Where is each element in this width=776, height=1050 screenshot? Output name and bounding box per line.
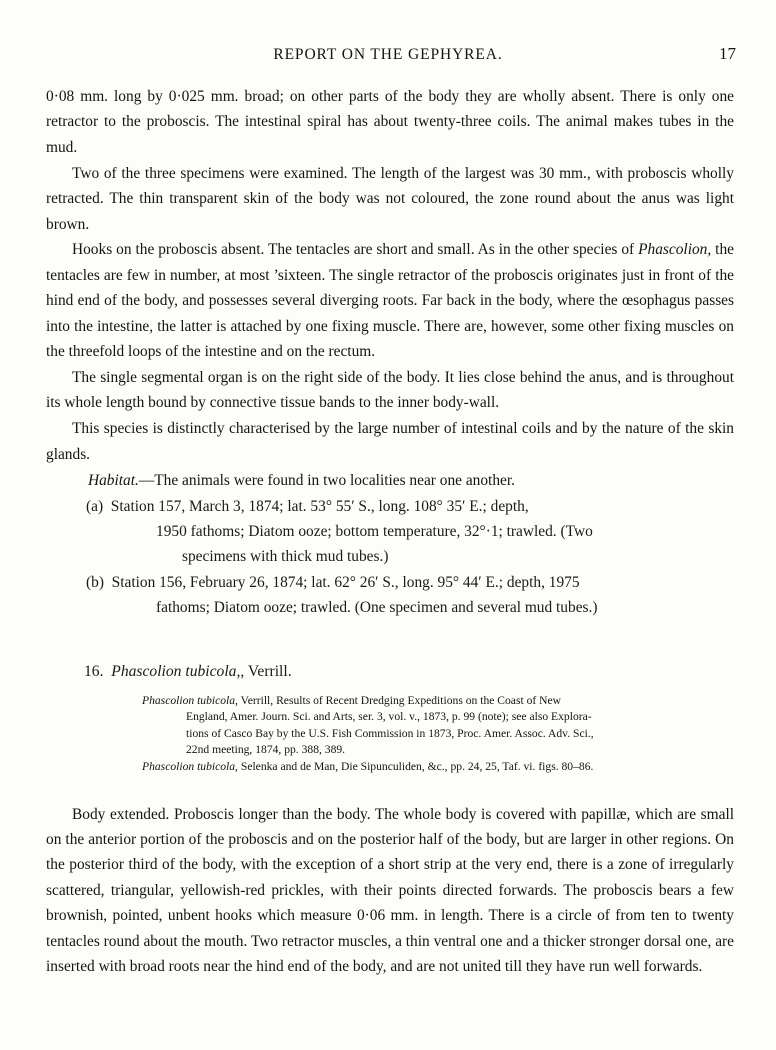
station-marker-b: (b) [86, 573, 104, 591]
reference-1-species: Phascolion tubicola, [142, 693, 238, 707]
final-spacer [46, 776, 734, 802]
paragraph-3-text: Hooks on the proboscis absent. The tentacles are short and small. As in the other species of Phascolion, the tentacles are few in number, at most ’sixteen. The single retractor of the proboscis originates just in front of the hind end of the body, and possesses several diverging roots. Far back in the body, where the œsophagus passes into the intestine, the latter is attached by one fixing muscle. There are, however, some other fixing muscles on the threefold loops of the intestine and on the rectum. [46, 241, 734, 361]
section-author: , Verrill. [240, 662, 292, 680]
reference-1-line2: England, Amer. Journ. Sci. and Arts, ser. 3, vol. v., 1873, p. 99 (note); see also Explora- [186, 710, 592, 724]
station-line-a2: 1950 fathoms; Diatom ooze; bottom temperature, 32°·1; trawled. (Two [156, 522, 593, 540]
section-species-name: Phascolion tubicola, [111, 662, 241, 680]
habitat-label: Habitat. [88, 471, 139, 489]
habitat-line [46, 468, 734, 493]
page-number: 17 [719, 44, 736, 63]
section-spacer [46, 621, 734, 655]
reference-1-line1: Verrill, Results of Recent Dredging Expeditions on the Coast of New [237, 693, 562, 707]
paragraph-2: Two of the three specimens were examined. The length of the largest was 30 mm., with proboscis wholly retracted. The thin transparent skin of the body was not coloured, the zone round about the anus was light brown. [46, 164, 734, 233]
habitat-text: —The animals were found in two localities near one another. [138, 471, 515, 489]
reference-1-line3: tions of Casco Bay by the U.S. Fish Commission in 1873, Proc. Amer. Assoc. Adv. Sci., [186, 726, 594, 740]
paragraph-4: The single segmental organ is on the right side of the body. It lies close behind the anus, and is throughout its whole length bound by connective tissue bands to the inner body-wall. [46, 368, 734, 412]
reference-item-2 [142, 759, 720, 776]
species-section-heading [46, 661, 734, 683]
reference-item-1 [142, 693, 720, 759]
station-line-b1: Station 156, February 26, 1874; lat. 62° 26′ S., long. 95° 44′ E.; depth, 1975 [111, 573, 580, 591]
station-entry-b [46, 570, 734, 621]
genus-name-italic: Phascolion, [638, 241, 712, 259]
paragraph-1: 0·08 mm. long by 0·025 mm. broad; on other parts of the body they are wholly absent. There is only one retractor to the proboscis. The intestinal spiral has about twenty-three coils. The animal makes tubes in the mud. [46, 88, 734, 156]
section-number: 16. [84, 662, 104, 680]
body-column [46, 84, 734, 979]
page-header [46, 44, 736, 64]
paragraph-3 [46, 237, 734, 364]
final-paragraph: Body extended. Proboscis longer than the body. The whole body is covered with papillæ, which are small on the anterior portion of the proboscis and on the posterior half of the body, but are larger in other regions. On the posterior third of the body, with the exception of a short strip at the very end, there is a zone of irregularly scattered, triangular, yellowish-red prickles, with their points directed forwards. The proboscis bears a few brownish, pointed, unbent hooks which measure 0·06 mm. in length. There is a circle of from ten to twenty tentacles round about the mouth. Two retractor muscles, a thin ventral one and a thicker stronger dorsal one, are inserted with broad roots near the hind end of the body, and are not united till they have run well forwards. [46, 805, 734, 975]
paragraph-5: This species is distinctly characterised by the large number of intestinal coils and by the nature of the skin glands. [46, 420, 734, 463]
reference-list [46, 693, 734, 776]
station-marker-a: (a) [86, 497, 104, 515]
station-line-a3: specimens with thick mud tubes.) [182, 548, 389, 566]
reference-2-species: Phascolion tubicola, [142, 759, 238, 773]
final-paragraph-block [46, 802, 734, 980]
station-line-a1: Station 157, March 3, 1874; lat. 53° 55′ S., long. 108° 35′ E.; depth, [110, 497, 529, 515]
running-title: REPORT ON THE GEPHYREA. [273, 46, 503, 63]
reference-1-line4: 22nd meeting, 1874, pp. 388, 389. [186, 743, 346, 757]
reference-2-line1: Selenka and de Man, Die Sipunculiden, &c., pp. 24, 25, Taf. vi. figs. 80–86. [237, 759, 594, 773]
station-entry-a [46, 494, 734, 570]
station-line-b2: fathoms; Diatom ooze; trawled. (One specimen and several mud tubes.) [156, 599, 598, 617]
